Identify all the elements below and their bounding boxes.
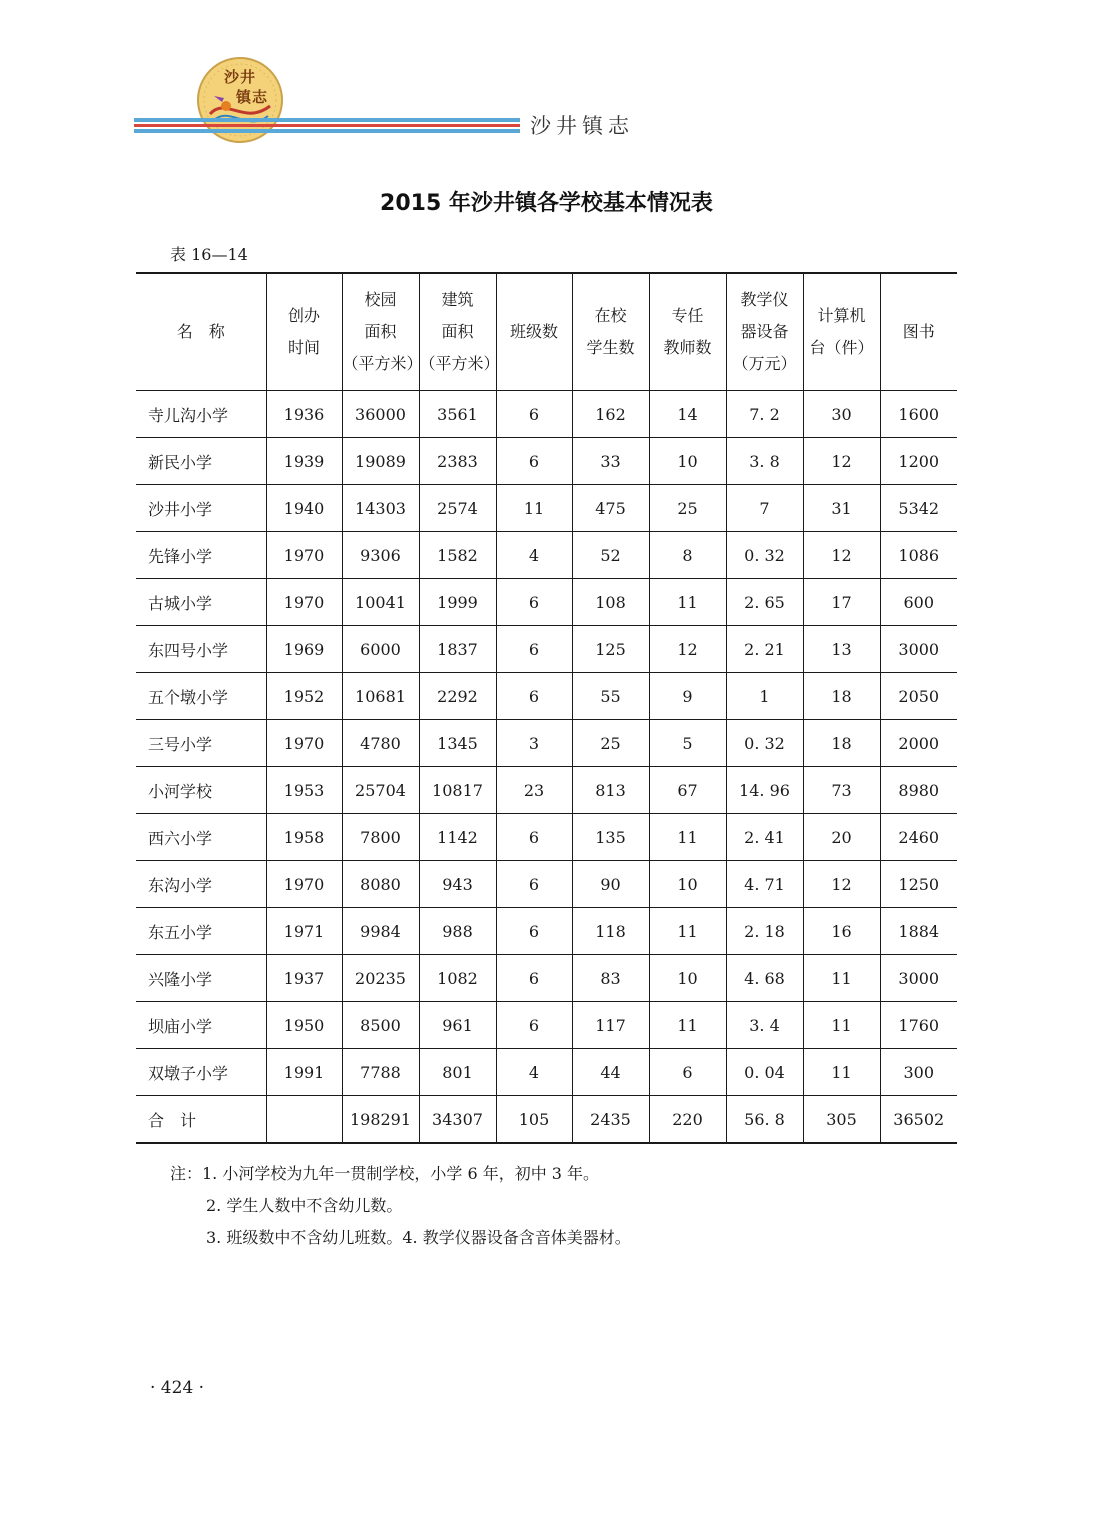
column-header-line: 台（件）	[809, 338, 874, 357]
table-cell: 0. 32	[726, 720, 803, 767]
table-cell: 3. 4	[726, 1002, 803, 1049]
note-line: 注：1. 小河学校为九年一贯制学校，小学 6 年，初中 3 年。	[170, 1164, 600, 1183]
table-cell: 67	[649, 767, 726, 814]
table-cell: 6	[496, 438, 572, 485]
table-notes	[170, 1158, 631, 1254]
column-header-line: 专任	[671, 306, 704, 325]
table-cell: 3	[496, 720, 572, 767]
table-cell: 1970	[266, 720, 342, 767]
table-cell: 117	[572, 1002, 649, 1049]
column-header-line: （平方米）	[419, 354, 500, 373]
table-cell: 988	[419, 908, 496, 955]
table-cell: 1991	[266, 1049, 342, 1096]
school-name-cell: 先锋小学	[136, 532, 266, 579]
table-row	[136, 814, 957, 861]
table-cell: 2. 18	[726, 908, 803, 955]
table-cell: 0. 04	[726, 1049, 803, 1096]
column-header	[572, 273, 649, 391]
table-row	[136, 438, 957, 485]
table-cell: 4	[496, 1049, 572, 1096]
column-header-line: 名 称	[176, 322, 225, 341]
table-cell: 105	[496, 1096, 572, 1144]
table-row	[136, 955, 957, 1002]
table-cell: 10041	[342, 579, 419, 626]
table-cell: 220	[649, 1096, 726, 1144]
table-cell: 90	[572, 861, 649, 908]
table-cell: 11	[649, 579, 726, 626]
note-line: 3. 班级数中不含幼儿班数。4. 教学仪器设备含音体美器材。	[206, 1228, 631, 1247]
table-cell: 2. 21	[726, 626, 803, 673]
table-row	[136, 485, 957, 532]
column-header	[419, 273, 500, 391]
table-cell: 1937	[266, 955, 342, 1002]
table-cell: 11	[649, 1002, 726, 1049]
school-name-cell: 新民小学	[136, 438, 266, 485]
table-cell: 56. 8	[726, 1096, 803, 1144]
table-cell: 2292	[419, 673, 496, 720]
column-header	[803, 273, 880, 391]
column-header-line: 器设备	[740, 322, 789, 341]
table-cell: 198291	[342, 1096, 419, 1144]
table-cell: 11	[803, 955, 880, 1002]
column-header-line: 时间	[287, 338, 320, 357]
table-cell: 961	[419, 1002, 496, 1049]
table-cell: 6	[496, 673, 572, 720]
table-cell: 1	[726, 673, 803, 720]
page-header	[0, 0, 1093, 150]
table-body	[136, 391, 957, 1144]
emblem-text-top: 沙井	[224, 68, 257, 86]
table-cell: 19089	[342, 438, 419, 485]
table-cell: 2574	[419, 485, 496, 532]
table-cell: 10817	[419, 767, 496, 814]
table-cell: 20235	[342, 955, 419, 1002]
table-cell: 52	[572, 532, 649, 579]
school-name-cell: 寺儿沟小学	[136, 391, 266, 438]
table-cell: 1999	[419, 579, 496, 626]
column-header-line: 教学仪	[740, 290, 789, 309]
table-cell: 6	[496, 908, 572, 955]
table-cell: 36502	[880, 1096, 957, 1144]
table-cell: 475	[572, 485, 649, 532]
column-header-line: 学生数	[586, 338, 635, 357]
table-cell: 1970	[266, 532, 342, 579]
table-header	[136, 273, 957, 391]
column-header	[496, 273, 572, 391]
table-row	[136, 908, 957, 955]
school-name-cell: 五个墩小学	[136, 673, 266, 720]
table-cell: 13	[803, 626, 880, 673]
note-line: 2. 学生人数中不含幼儿数。	[206, 1196, 403, 1215]
table-cell: 16	[803, 908, 880, 955]
table-cell: 9984	[342, 908, 419, 955]
table-cell: 8	[649, 532, 726, 579]
emblem-text-bottom: 镇志	[236, 88, 269, 106]
table-cell: 4780	[342, 720, 419, 767]
school-name-cell: 坝庙小学	[136, 1002, 266, 1049]
table-cell: 6	[649, 1049, 726, 1096]
table-cell: 55	[572, 673, 649, 720]
table-cell: 25704	[342, 767, 419, 814]
page-number: · 424 ·	[150, 1378, 205, 1398]
table-cell: 14. 96	[726, 767, 803, 814]
table-cell: 10681	[342, 673, 419, 720]
table-number: 表 16—14	[170, 245, 248, 264]
table-cell: 3561	[419, 391, 496, 438]
table-cell: 1600	[880, 391, 957, 438]
table-cell: 44	[572, 1049, 649, 1096]
table-cell: 33	[572, 438, 649, 485]
table-cell: 73	[803, 767, 880, 814]
column-header-line: 教师数	[663, 338, 712, 357]
school-name-cell: 沙井小学	[136, 485, 266, 532]
table-cell: 12	[803, 438, 880, 485]
table-row	[136, 1002, 957, 1049]
table-cell: 25	[649, 485, 726, 532]
table-cell: 125	[572, 626, 649, 673]
table-cell: 3000	[880, 955, 957, 1002]
book-title: 沙井镇志	[530, 114, 634, 138]
total-row	[136, 1096, 957, 1144]
table-title: 2015 年沙井镇各学校基本情况表	[380, 191, 713, 216]
table-cell: 108	[572, 579, 649, 626]
table-cell: 1200	[880, 438, 957, 485]
table-cell: 1884	[880, 908, 957, 955]
table-cell: 0. 32	[726, 532, 803, 579]
table-cell: 2460	[880, 814, 957, 861]
table-cell: 600	[880, 579, 957, 626]
school-name-cell: 古城小学	[136, 579, 266, 626]
table-cell: 2. 65	[726, 579, 803, 626]
table-cell: 18	[803, 720, 880, 767]
table-cell: 1953	[266, 767, 342, 814]
header-row	[136, 273, 957, 391]
column-header-line: 班级数	[509, 322, 558, 341]
table-cell: 3000	[880, 626, 957, 673]
table-cell: 11	[649, 814, 726, 861]
header-rule-red	[134, 124, 520, 127]
table-row	[136, 532, 957, 579]
table-cell: 10	[649, 861, 726, 908]
table-cell: 36000	[342, 391, 419, 438]
table-cell: 18	[803, 673, 880, 720]
header-rule-blue-top	[134, 118, 520, 122]
table-cell: 1582	[419, 532, 496, 579]
table-cell	[266, 1096, 342, 1144]
table-cell: 8080	[342, 861, 419, 908]
column-header-line: 面积	[441, 322, 474, 341]
table-cell: 6	[496, 861, 572, 908]
table-cell: 2000	[880, 720, 957, 767]
table-cell: 6	[496, 391, 572, 438]
table-cell: 10	[649, 955, 726, 1002]
table-cell: 118	[572, 908, 649, 955]
column-header-line: 建筑	[441, 290, 474, 309]
table-cell: 1936	[266, 391, 342, 438]
header-rule-blue-bottom	[134, 129, 520, 133]
table-cell: 1970	[266, 861, 342, 908]
table-cell: 11	[649, 908, 726, 955]
table-cell: 1345	[419, 720, 496, 767]
table-row	[136, 579, 957, 626]
table-cell: 12	[803, 861, 880, 908]
table-cell: 34307	[419, 1096, 496, 1144]
column-header-line: （平方米）	[342, 354, 423, 373]
table-cell: 83	[572, 955, 649, 1002]
column-header	[136, 273, 266, 391]
table-row	[136, 720, 957, 767]
table-cell: 7	[726, 485, 803, 532]
table-cell: 943	[419, 861, 496, 908]
table-cell: 1950	[266, 1002, 342, 1049]
school-name-cell: 东四号小学	[136, 626, 266, 673]
school-name-cell: 东沟小学	[136, 861, 266, 908]
table-cell: 1958	[266, 814, 342, 861]
table-cell: 8980	[880, 767, 957, 814]
table-cell: 1969	[266, 626, 342, 673]
table-cell: 4. 71	[726, 861, 803, 908]
table-cell: 7. 2	[726, 391, 803, 438]
column-header-line: 创办	[287, 306, 320, 325]
column-header-line: 面积	[364, 322, 397, 341]
school-name-cell: 东五小学	[136, 908, 266, 955]
table-cell: 1142	[419, 814, 496, 861]
table-cell: 135	[572, 814, 649, 861]
table-cell: 7788	[342, 1049, 419, 1096]
table-cell: 2. 41	[726, 814, 803, 861]
table-row	[136, 673, 957, 720]
column-header	[266, 273, 342, 391]
table-cell: 5342	[880, 485, 957, 532]
table-cell: 1760	[880, 1002, 957, 1049]
table-cell: 6	[496, 955, 572, 1002]
table-cell: 4	[496, 532, 572, 579]
table-cell: 23	[496, 767, 572, 814]
table-cell: 1250	[880, 861, 957, 908]
table-cell: 1086	[880, 532, 957, 579]
table-cell: 9306	[342, 532, 419, 579]
table-cell: 6	[496, 814, 572, 861]
table-cell: 17	[803, 579, 880, 626]
column-header	[649, 273, 726, 391]
table-row	[136, 767, 957, 814]
table-cell: 6	[496, 1002, 572, 1049]
table-cell: 1940	[266, 485, 342, 532]
table-cell: 5	[649, 720, 726, 767]
school-name-cell: 合 计	[136, 1096, 266, 1144]
table-cell: 1970	[266, 579, 342, 626]
table-cell: 8500	[342, 1002, 419, 1049]
table-cell: 6	[496, 579, 572, 626]
table-cell: 14	[649, 391, 726, 438]
school-name-cell: 西六小学	[136, 814, 266, 861]
table-cell: 12	[803, 532, 880, 579]
table-cell: 305	[803, 1096, 880, 1144]
table-cell: 1837	[419, 626, 496, 673]
table-cell: 1971	[266, 908, 342, 955]
table-cell: 6000	[342, 626, 419, 673]
school-name-cell: 小河学校	[136, 767, 266, 814]
table-cell: 20	[803, 814, 880, 861]
table-cell: 813	[572, 767, 649, 814]
table-cell: 2435	[572, 1096, 649, 1144]
table-row	[136, 1049, 957, 1096]
table-cell: 7800	[342, 814, 419, 861]
table-row	[136, 391, 957, 438]
table-cell: 3. 8	[726, 438, 803, 485]
table-cell: 1082	[419, 955, 496, 1002]
table-cell: 1939	[266, 438, 342, 485]
school-table	[136, 272, 957, 1144]
table-cell: 9	[649, 673, 726, 720]
table-cell: 12	[649, 626, 726, 673]
table-row	[136, 861, 957, 908]
column-header-line: 校园	[364, 290, 397, 309]
table-cell: 2050	[880, 673, 957, 720]
table-cell: 14303	[342, 485, 419, 532]
table-cell: 11	[496, 485, 572, 532]
table-cell: 11	[803, 1002, 880, 1049]
table-cell: 6	[496, 626, 572, 673]
column-header-line: 图书	[902, 322, 935, 341]
table-cell: 801	[419, 1049, 496, 1096]
column-header	[726, 273, 803, 391]
table-row	[136, 626, 957, 673]
table-cell: 11	[803, 1049, 880, 1096]
table-cell: 10	[649, 438, 726, 485]
school-name-cell: 兴隆小学	[136, 955, 266, 1002]
column-header-line: （万元）	[732, 354, 797, 373]
column-header-line: 计算机	[817, 306, 866, 325]
table-cell: 300	[880, 1049, 957, 1096]
school-name-cell: 双墩子小学	[136, 1049, 266, 1096]
table-cell: 25	[572, 720, 649, 767]
table-cell: 30	[803, 391, 880, 438]
table-cell: 31	[803, 485, 880, 532]
school-name-cell: 三号小学	[136, 720, 266, 767]
column-header	[880, 273, 957, 391]
table-cell: 2383	[419, 438, 496, 485]
table-cell: 4. 68	[726, 955, 803, 1002]
column-header	[342, 273, 423, 391]
column-header-line: 在校	[594, 306, 627, 325]
table-cell: 162	[572, 391, 649, 438]
table-cell: 1952	[266, 673, 342, 720]
